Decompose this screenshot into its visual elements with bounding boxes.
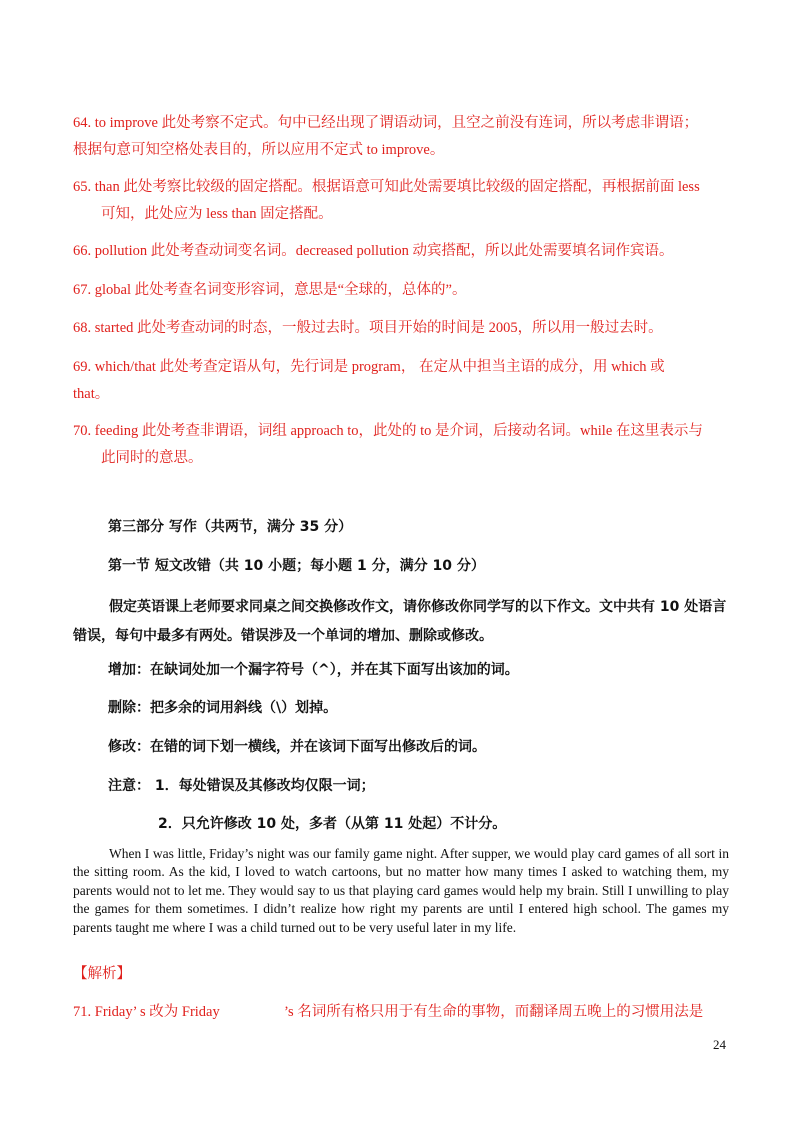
answer-65-line2: 可知，此处应为 less than 固定搭配。: [101, 206, 333, 222]
answer-70-line1: 70. feeding 此处考查非谓语，词组 approach to，此处的 to 是介词，后接动名词。while 在这里表示与: [73, 423, 703, 439]
answer-70: [73, 418, 733, 472]
answer-67-line1: 67. global 此处考查名词变形容词，意思是“全球的，总体的”。: [73, 282, 467, 298]
analysis-label: 【解析】: [73, 966, 131, 982]
answer-69-line2: that。: [73, 386, 110, 402]
answer-66: [73, 238, 733, 265]
answer-64-line1: 64. to improve 此处考察不定式。句中已经出现了谓语动词，且空之前没有连词，所以考虑非谓语；: [73, 115, 699, 131]
add-rule: 增加：在缺词处加一个漏字符号（^），并在其下面写出该加的词。: [108, 662, 519, 678]
note-two: 2．只允许修改 10 处，多者（从第 11 处起）不计分。: [158, 816, 507, 832]
answer-69: [73, 354, 733, 408]
instruction-paragraph: 假定英语课上老师要求同桌之间交换修改作文，请你修改你同学写的以下作文。文中共有 10 处语言错误，每句中最多有两处。错误涉及一个单词的增加、删除或修改。: [73, 599, 727, 644]
answer-65: [73, 174, 733, 228]
section-one-title: 第一节 短文改错（共 10 小题；每小题 1 分，满分 10 分）: [108, 558, 485, 574]
answer-64: [73, 110, 733, 164]
note-one: 注意： 1．每处错误及其修改均仅限一词；: [108, 778, 375, 794]
modify-rule: 修改：在错的词下划一横线，并在该词下面写出修改后的词。: [108, 739, 486, 755]
answer-71-left: 71. Friday’ s 改为 Friday: [73, 1004, 220, 1020]
answer-66-line1: 66. pollution 此处考查动词变名词。decreased pollution 动宾搭配，所以此处需要填名词作宾语。: [73, 243, 674, 259]
answer-67: [73, 277, 733, 304]
answer-65-line1: 65. than 此处考察比较级的固定搭配。根据语意可知此处需要填比较级的固定搭配，再根据前面 less: [73, 179, 700, 195]
essay-passage: When I was little, Friday’s night was our family game night. After supper, we would play card games of all sort in the sitting room. As the kid, I loved to watch cartoons, but no matter how many times I asked to watching them, my parents would not to let me. They would say to us that playing card games would help my brain. Still I unwilling to play the games for them sometimes. I didn’t realize how right my parents are until I entered high school. The games my parents taught me where I was a child turned out to be very useful later in my life.: [73, 846, 729, 935]
answer-68-line1: 68. started 此处考查动词的时态，一般过去时。项目开始的时间是 2005，所以用一般过去时。: [73, 320, 663, 336]
answer-71-right: ’s 名词所有格只用于有生命的事物，而翻译周五晚上的习惯用法是: [284, 1004, 704, 1020]
answer-68: [73, 315, 733, 342]
delete-rule: 删除：把多余的词用斜线（\）划掉。: [108, 700, 338, 716]
part-three-title: 第三部分 写作（共两节，满分 35 分）: [108, 519, 353, 535]
answer-70-line2: 此同时的意思。: [101, 450, 203, 466]
answer-64-line2: 根据句意可知空格处表目的，所以应用不定式 to improve。: [73, 142, 445, 158]
page-number: 24: [713, 1037, 726, 1052]
answer-69-line1: 69. which/that 此处考查定语从句，先行词是 program， 在定从中担当主语的成分，用 which 或: [73, 359, 665, 375]
